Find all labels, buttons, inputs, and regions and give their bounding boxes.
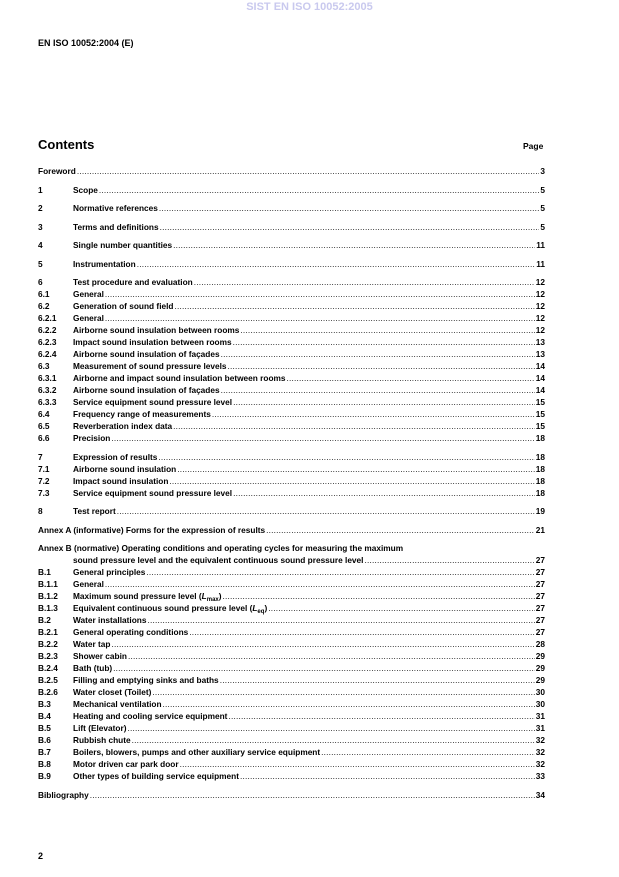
section-title [73, 324, 239, 336]
toc-entry[interactable] [38, 432, 545, 444]
toc-entry[interactable] [38, 384, 545, 396]
dot-leader [127, 722, 534, 734]
dot-leader [112, 638, 535, 650]
toc-entry[interactable] [38, 590, 545, 602]
toc-entry[interactable] [38, 614, 545, 626]
page-ref: 27 [535, 615, 545, 625]
section-number: B.4 [38, 711, 51, 721]
section-number: 1 [38, 184, 43, 195]
toc-entry-continuation[interactable] [38, 554, 545, 566]
section-title [73, 300, 174, 312]
title-text: Impact sound insulation [73, 475, 169, 486]
title-text: Service equipment sound pressure level [73, 487, 233, 498]
dot-leader [77, 165, 540, 177]
page-ref: 5 [540, 184, 545, 195]
section-title [73, 420, 172, 432]
page-ref: 29 [535, 675, 545, 685]
page-ref: 33 [535, 771, 545, 781]
page-column-label: Page [523, 141, 544, 151]
section-title [73, 487, 232, 499]
toc-entry[interactable] [38, 710, 545, 722]
title-text: Filling and emptying sinks and baths [73, 675, 219, 685]
toc-entry[interactable] [38, 650, 545, 662]
title-text: Other types of building service equipment [73, 771, 239, 781]
title-text: General [73, 289, 104, 299]
symbol-subscript: eq [257, 609, 265, 615]
page-ref: 12 [535, 289, 545, 299]
section-number: 4 [38, 240, 43, 250]
title-text: Airborne sound insulation [73, 463, 177, 474]
dot-leader [266, 524, 535, 536]
title-text: Single number quantities [73, 240, 173, 250]
page-ref: 11 [536, 258, 545, 269]
section-number: B.2 [38, 615, 51, 625]
section-number: 6.4 [38, 409, 50, 419]
page-ref: 15 [535, 421, 545, 431]
section-number: B.2.2 [38, 639, 58, 649]
dot-leader [223, 590, 535, 602]
section-number: B.2.1 [38, 627, 58, 637]
dot-leader [233, 396, 535, 408]
page-ref: 27 [535, 555, 545, 565]
section-title [73, 396, 232, 408]
section-number: 5 [38, 258, 43, 269]
section-title [73, 590, 222, 602]
title-text: Annex B (normative) Operating conditions and operating cycles for measuring the maximum [38, 543, 404, 553]
title-text: Frequency range of measurements [73, 409, 211, 419]
section-title [73, 348, 220, 360]
dot-leader [177, 463, 535, 475]
symbol: L [252, 603, 258, 613]
toc-entry[interactable] [38, 770, 545, 782]
section-title [38, 165, 76, 177]
section-title [73, 578, 104, 590]
title-text: Motor driven car park door [73, 759, 179, 769]
page-ref: 29 [535, 651, 545, 661]
section-title [73, 626, 188, 638]
toc-entry[interactable] [38, 348, 545, 360]
section-title [73, 312, 104, 324]
toc-entry[interactable] [38, 420, 545, 432]
title-text: Terms and definitions [73, 221, 159, 232]
toc-entry[interactable] [38, 202, 545, 214]
dot-leader [99, 184, 539, 196]
page-ref: 15 [535, 397, 545, 407]
dot-leader [189, 626, 535, 638]
toc-entry[interactable] [38, 300, 545, 312]
section-title [73, 372, 286, 384]
section-number: 7.3 [38, 487, 50, 498]
page-ref: 27 [535, 603, 545, 613]
dot-leader [240, 770, 535, 782]
dot-leader [212, 408, 535, 420]
title-text: Boilers, blowers, pumps and other auxiliary service equipment [73, 747, 321, 757]
page-ref: 31 [535, 711, 545, 721]
section-number: 8 [38, 506, 43, 516]
section-number: B.6 [38, 735, 51, 745]
dot-leader [105, 288, 535, 300]
title-text: Expression of results [73, 451, 158, 462]
page-ref: 12 [535, 301, 545, 311]
toc-entry[interactable] [38, 396, 545, 408]
title-text: General principles [73, 567, 146, 577]
title-text: Maximum sound pressure level ( [73, 591, 202, 601]
title-text: Airborne sound insulation of façades [73, 385, 220, 395]
title-text: Foreword [38, 166, 76, 176]
page-ref: 21 [535, 524, 545, 535]
toc-entry[interactable] [38, 475, 545, 487]
dot-leader [221, 348, 535, 360]
page-ref: 27 [535, 567, 545, 577]
toc-entry[interactable] [38, 758, 545, 770]
dot-leader [132, 734, 535, 746]
dot-leader [163, 698, 535, 710]
toc-entry[interactable] [38, 276, 545, 288]
title-text: Water closet (Toilet) [73, 687, 152, 697]
dot-leader [147, 614, 534, 626]
section-title [73, 602, 267, 614]
section-number: 6.3 [38, 361, 50, 371]
section-title [73, 698, 162, 710]
symbol-subscript: max [206, 597, 219, 603]
section-number: B.2.5 [38, 675, 58, 685]
dot-leader [111, 432, 534, 444]
section-number: 2 [38, 203, 43, 213]
page-ref: 12 [535, 277, 545, 287]
section-title [73, 566, 145, 578]
section-title [73, 686, 151, 698]
title-text: Mechanical ventilation [73, 699, 162, 709]
page-ref: 32 [535, 759, 545, 769]
section-number: 6.2.3 [38, 337, 57, 347]
toc-entry[interactable] [38, 288, 545, 300]
toc-entry[interactable] [38, 566, 545, 578]
page-ref: 32 [535, 747, 545, 757]
contents-heading: Contents [38, 137, 95, 152]
dot-leader [220, 674, 535, 686]
document-id: EN ISO 10052:2004 (E) [38, 38, 134, 48]
title-text: Bibliography [38, 789, 89, 800]
table-of-contents [38, 165, 545, 801]
section-title [73, 432, 110, 444]
dot-leader [169, 475, 534, 487]
title-text: Scope [73, 184, 98, 195]
section-number: B.2.4 [38, 663, 58, 673]
section-number: 6.3.3 [38, 397, 57, 407]
section-title [73, 463, 176, 475]
title-text: Test report [73, 506, 116, 516]
section-number: 6 [38, 277, 43, 287]
section-title [73, 336, 232, 348]
toc-entry[interactable] [38, 487, 545, 499]
toc-entry[interactable] [38, 626, 545, 638]
page-ref: 30 [535, 687, 545, 697]
toc-entry[interactable] [38, 463, 545, 475]
toc-entry[interactable] [38, 722, 545, 734]
dot-leader [173, 420, 535, 432]
section-number: B.3 [38, 699, 51, 709]
toc-entry[interactable] [38, 542, 545, 554]
dot-leader [159, 202, 540, 214]
section-number: 3 [38, 221, 43, 232]
section-number: 6.2.1 [38, 313, 57, 323]
dot-leader [228, 710, 534, 722]
section-number: 7.2 [38, 475, 50, 486]
section-number: B.1.2 [38, 591, 58, 601]
dot-leader [113, 662, 535, 674]
title-text: Airborne sound insulation between rooms [73, 325, 240, 335]
section-number: 6.2 [38, 301, 50, 311]
dot-leader [228, 360, 535, 372]
section-title [73, 758, 179, 770]
page-ref: 14 [535, 373, 545, 383]
dot-leader [364, 554, 534, 566]
title-text: Water installations [73, 615, 147, 625]
page-ref: 15 [535, 409, 545, 419]
page-ref: 28 [535, 639, 545, 649]
dot-leader [128, 650, 535, 662]
dot-leader [233, 487, 535, 499]
dot-leader [117, 505, 535, 517]
section-number: 6.5 [38, 421, 50, 431]
dot-leader [137, 258, 536, 270]
page-ref: 31 [535, 723, 545, 733]
page-ref: 11 [536, 240, 545, 250]
dot-leader [152, 686, 534, 698]
section-title [73, 276, 193, 288]
title-end: ) [264, 603, 268, 613]
section-number: B.2.6 [38, 687, 58, 697]
toc-entry[interactable] [38, 324, 545, 336]
dot-leader [321, 746, 535, 758]
title-text: Precision [73, 433, 111, 443]
title-text: Heating and cooling service equipment [73, 711, 228, 721]
page-ref: 5 [540, 221, 545, 232]
title-text: Lift (Elevator) [73, 723, 127, 733]
page-number: 2 [38, 851, 44, 861]
page-ref: 18 [535, 487, 545, 498]
title-text: Shower cabin [73, 651, 127, 661]
section-title [73, 221, 159, 233]
toc-entry[interactable] [38, 505, 545, 517]
page-ref: 18 [535, 433, 545, 443]
dot-leader [158, 451, 534, 463]
title-text: General [73, 579, 104, 589]
title-text: Service equipment sound pressure level [73, 397, 233, 407]
dot-leader [233, 336, 535, 348]
page-ref: 12 [535, 325, 545, 335]
page-ref: 18 [535, 475, 545, 486]
section-number: B.1.1 [38, 579, 58, 589]
toc-entry[interactable] [38, 662, 545, 674]
section-title [73, 202, 158, 214]
title-text: Water tap [73, 639, 111, 649]
toc-entry[interactable] [38, 602, 545, 614]
page-ref: 13 [535, 337, 545, 347]
toc-entry[interactable] [38, 789, 545, 801]
title-text: Normative references [73, 203, 158, 213]
toc-entry[interactable] [38, 184, 545, 196]
toc-entry[interactable] [38, 698, 545, 710]
section-title [73, 614, 146, 626]
section-title [38, 789, 89, 801]
dot-leader [221, 384, 535, 396]
toc-entry[interactable] [38, 686, 545, 698]
title-text: Reverberation index data [73, 421, 173, 431]
dot-leader [105, 578, 535, 590]
title-text: Bath (tub) [73, 663, 113, 673]
toc-entry[interactable] [38, 165, 545, 177]
section-title [73, 451, 157, 463]
title-text: Test procedure and evaluation [73, 277, 193, 287]
title-text: General operating conditions [73, 627, 189, 637]
title-text: Generation of sound field [73, 301, 174, 311]
page-ref: 27 [535, 579, 545, 589]
toc-entry[interactable] [38, 578, 545, 590]
page-ref: 27 [535, 591, 545, 601]
dot-leader [146, 566, 534, 578]
dot-leader [105, 312, 535, 324]
section-title [73, 360, 227, 372]
section-title [73, 239, 172, 251]
section-title [73, 746, 320, 758]
section-title [73, 770, 239, 782]
dot-leader [173, 239, 535, 251]
dot-leader [180, 758, 535, 770]
section-number: B.7 [38, 747, 51, 757]
toc-entry[interactable] [38, 674, 545, 686]
section-number: 6.6 [38, 433, 50, 443]
title-text: General [73, 313, 104, 323]
section-title [73, 734, 131, 746]
page-ref: 18 [535, 463, 545, 474]
dot-leader [194, 276, 535, 288]
section-title [73, 710, 227, 722]
toc-entry[interactable] [38, 336, 545, 348]
section-title [73, 258, 136, 270]
section-number: B.1.3 [38, 603, 58, 613]
section-title [73, 505, 116, 517]
section-title [73, 650, 127, 662]
section-title [73, 288, 104, 300]
section-title [73, 662, 112, 674]
section-number: 6.3.1 [38, 373, 57, 383]
page-ref: 19 [535, 506, 545, 516]
page-ref: 14 [535, 361, 545, 371]
section-title [73, 674, 219, 686]
section-number: 6.2.2 [38, 325, 57, 335]
title-text: Impact sound insulation between rooms [73, 337, 232, 347]
section-title [73, 638, 111, 650]
toc-entry[interactable] [38, 451, 545, 463]
symbol: L [201, 591, 207, 601]
title-text: Airborne sound insulation of façades [73, 349, 220, 359]
section-number: 7 [38, 451, 43, 462]
page-ref: 12 [535, 313, 545, 323]
toc-entry[interactable] [38, 746, 545, 758]
toc-entry[interactable] [38, 372, 545, 384]
title-end: ) [218, 591, 222, 601]
section-number: B.9 [38, 771, 51, 781]
page-ref: 14 [535, 385, 545, 395]
page-ref: 30 [535, 699, 545, 709]
page-ref: 18 [535, 451, 545, 462]
section-number: B.8 [38, 759, 51, 769]
section-number: B.2.3 [38, 651, 58, 661]
title-text: Annex A (informative) Forms for the expression of results [38, 524, 266, 535]
title-text: Instrumentation [73, 258, 136, 269]
section-number: 6.1 [38, 289, 50, 299]
dot-leader [160, 221, 540, 233]
toc-entry[interactable] [38, 638, 545, 650]
page-ref: 34 [535, 789, 545, 800]
toc-entry[interactable] [38, 221, 545, 233]
page-ref: 13 [535, 349, 545, 359]
page-ref: 32 [535, 735, 545, 745]
toc-entry[interactable] [38, 408, 545, 420]
toc-entry[interactable] [38, 239, 545, 251]
dot-leader [240, 324, 534, 336]
page-ref: 5 [540, 203, 545, 213]
page-ref: 27 [535, 627, 545, 637]
section-number: 6.2.4 [38, 349, 57, 359]
section-title [73, 475, 168, 487]
toc-entry[interactable] [38, 312, 545, 324]
page-ref: 29 [535, 663, 545, 673]
dot-leader [268, 602, 535, 614]
section-title [38, 524, 265, 536]
section-number: B.1 [38, 567, 51, 577]
dot-leader [287, 372, 535, 384]
dot-leader [175, 300, 535, 312]
section-title [73, 384, 220, 396]
dot-leader [90, 789, 535, 801]
toc-entry[interactable] [38, 258, 545, 270]
section-title [73, 722, 126, 734]
section-title [73, 184, 98, 196]
page-ref: 3 [540, 166, 545, 176]
title-text: Measurement of sound pressure levels [73, 361, 227, 371]
toc-entry[interactable] [38, 360, 545, 372]
toc-entry[interactable] [38, 734, 545, 746]
section-number: 6.3.2 [38, 385, 57, 395]
section-title [73, 408, 211, 420]
title-text: Airborne and impact sound insulation between rooms [73, 373, 286, 383]
toc-entry[interactable] [38, 524, 545, 536]
section-title-continued: sound pressure level and the equivalent continuous sound pressure level [73, 555, 364, 565]
section-number: 7.1 [38, 463, 50, 474]
section-title [38, 542, 403, 554]
title-text: Rubbish chute [73, 735, 131, 745]
watermark: SIST EN ISO 10052:2005 [246, 1, 373, 13]
title-text: Equivalent continuous sound pressure level ( [73, 603, 253, 613]
section-number: B.5 [38, 723, 51, 733]
